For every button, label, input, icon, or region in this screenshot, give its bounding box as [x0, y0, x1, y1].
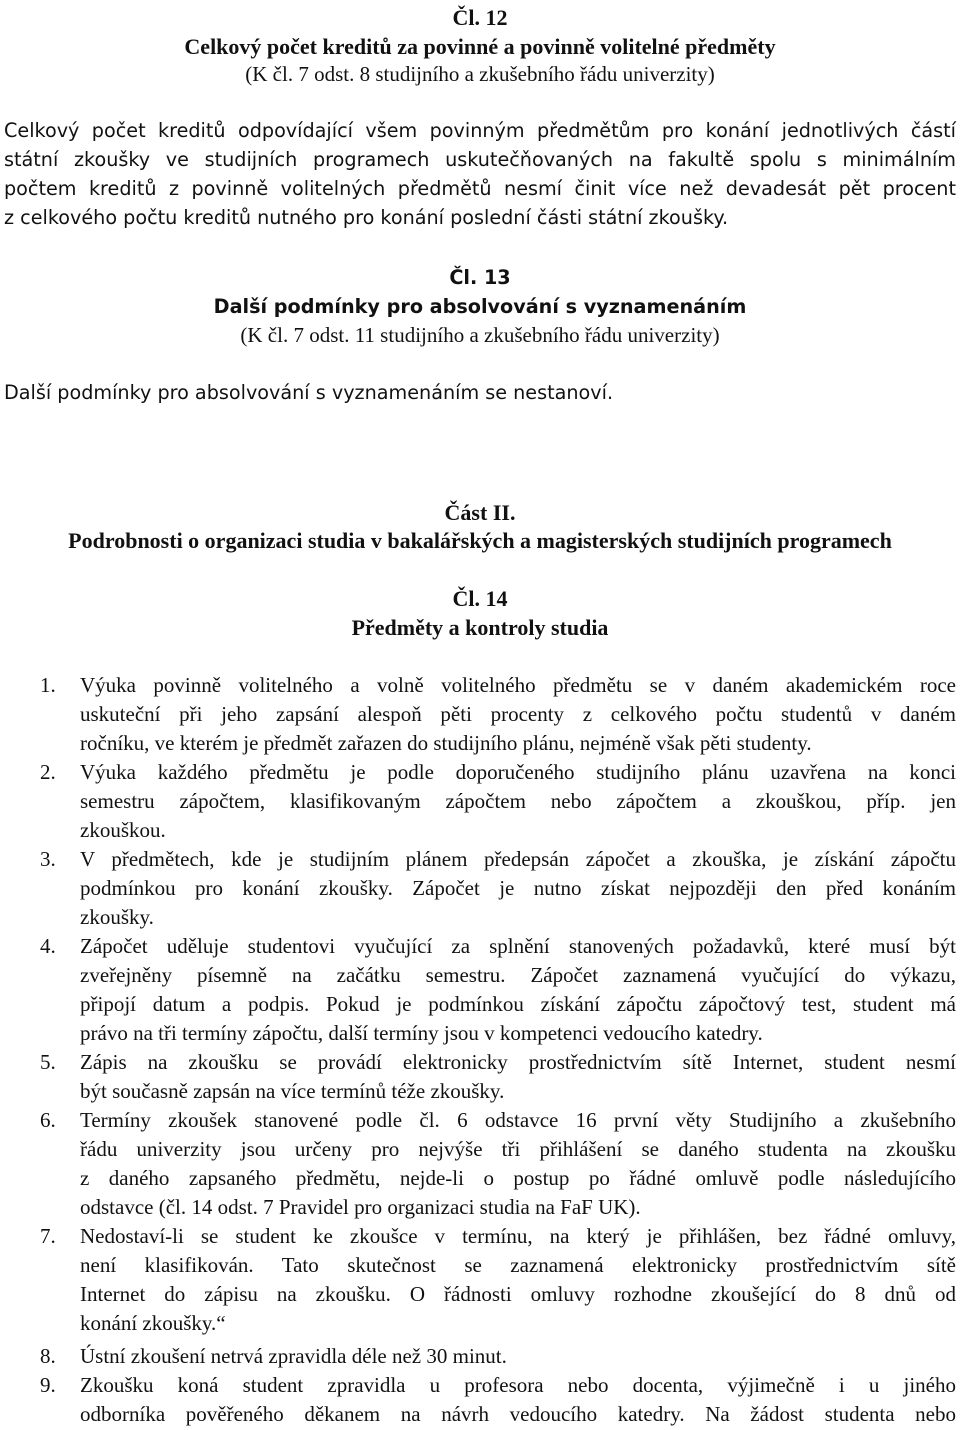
- list-item-line: Internet do zápisu na zkoušku. O řádnosti omluvy rozhodne zkoušející do 8 dnů od: [80, 1282, 956, 1306]
- article-13-body: Další podmínky pro absolvování s vyznamenáním se nestanoví.: [4, 381, 614, 404]
- list-item-line: z daného zapsaného předmětu, nejde-li o postup po řádné omluvě podle následujícího: [80, 1166, 956, 1190]
- list-item-line: uskuteční při jeho zapsání alespoň pěti procenty z celkového počtu studentů v daném: [80, 702, 956, 726]
- list-item-line: zveřejněny písemně na začátku semestru. Zápočet zaznamená vyučující do výkazu,: [80, 963, 956, 987]
- list-item-line: Ústní zkoušení netrvá zpravidla déle než 30 minut.: [80, 1344, 507, 1368]
- article-12-body-line: státní zkoušky ve studijních programech uskutečňovaných na fakultě spolu s minimálním: [4, 148, 956, 171]
- list-item-line: podmínkou pro konání zkoušky. Zápočet je nutno získat nejpozději den před konáním: [80, 876, 956, 900]
- list-item-line: Nedostaví-li se student ke zkoušce v termínu, na který je přihlášen, bez řádné omluvy,: [80, 1224, 956, 1248]
- list-item-number: 8.: [40, 1344, 56, 1368]
- list-item-number: 1.: [40, 673, 56, 697]
- list-item-number: 9.: [40, 1373, 56, 1397]
- list-item-line: není klasifikován. Tato skutečnost se zaznamená elektronicky prostřednictvím sítě: [80, 1253, 956, 1277]
- article-12-heading: Čl. 12: [452, 5, 508, 30]
- list-item-line: zkoušky.: [80, 905, 154, 929]
- article-13-title: Další podmínky pro absolvování s vyznamenáním: [213, 295, 747, 318]
- list-item-line: odstavce (čl. 14 odst. 7 Pravidel pro organizaci studia na FaF UK).: [80, 1195, 641, 1219]
- list-item-line: Zápis na zkoušku se provádí elektronicky prostřednictvím sítě Internet, student nesmí: [80, 1050, 956, 1074]
- part-2-title: Podrobnosti o organizaci studia v bakalářských a magisterských studijních programech: [68, 528, 892, 553]
- list-item-line: V předmětech, kde je studijním plánem předepsán zápočet a zkouška, je získání zápočtu: [80, 847, 956, 871]
- article-12-title: Celkový počet kreditů za povinné a povinně volitelné předměty: [184, 34, 776, 59]
- list-item-line: právo na tři termíny zápočtu, další termíny jsou v kompetenci vedoucího katedry.: [80, 1021, 763, 1045]
- list-item-line: Termíny zkoušek stanovené podle čl. 6 odstavce 16 první věty Studijního a zkušebního: [80, 1108, 956, 1132]
- list-item-number: 5.: [40, 1050, 56, 1074]
- list-item-line: odborníka pověřeného děkanem na návrh vedoucího katedry. Na žádost studenta nebo: [80, 1402, 956, 1426]
- list-item-number: 4.: [40, 934, 56, 958]
- list-item-line: zkouškou.: [80, 818, 166, 842]
- part-2-heading: Část II.: [444, 500, 516, 525]
- article-12-reference: (K čl. 7 odst. 8 studijního a zkušebního řádu univerzity): [245, 62, 715, 86]
- list-item-line: Zkoušku koná student zpravidla u profesora nebo docenta, výjimečně i u jiného: [80, 1373, 956, 1397]
- list-item-number: 2.: [40, 760, 56, 784]
- article-14-title: Předměty a kontroly studia: [351, 615, 609, 640]
- list-item-line: ročníku, ve kterém je předmět zařazen do studijního plánu, nejméně však pěti studenty.: [80, 731, 812, 755]
- article-12-body-line: Celkový počet kreditů odpovídající všem povinným předmětům pro konání jednotlivých částí: [4, 119, 956, 142]
- article-14-heading: Čl. 14: [452, 586, 508, 611]
- article-12-body-line: z celkového počtu kreditů nutného pro konání poslední části státní zkoušky.: [4, 206, 729, 229]
- list-item-line: Výuka povinně volitelného a volně volitelného předmětu se v daném akademickém roce: [80, 673, 956, 697]
- list-item-line: semestru zápočtem, klasifikovaným zápočtem nebo zápočtem a zkouškou, příp. jen: [80, 789, 956, 813]
- list-item-number: 7.: [40, 1224, 56, 1248]
- list-item-line: připojí datum a podpis. Pokud je podmínkou získání zápočtu zápočtový test, student má: [80, 992, 956, 1016]
- article-13-reference: (K čl. 7 odst. 11 studijního a zkušebního řádu univerzity): [240, 323, 720, 347]
- list-item-number: 6.: [40, 1108, 56, 1132]
- article-13-heading: Čl. 13: [449, 266, 511, 289]
- list-item-line: Výuka každého předmětu je podle doporučeného studijního plánu uzavřena na konci: [80, 760, 956, 784]
- list-item-line: Zápočet uděluje studentovi vyučující za splnění stanovených požadavků, které musí být: [80, 934, 956, 958]
- article-12-body-line: počtem kreditů z povinně volitelných předmětů nesmí činit více než devadesát pět procent: [4, 177, 956, 200]
- list-item-line: řádu univerzity jsou určeny pro nejvýše tři přihlášení se daného studenta na zkoušku: [80, 1137, 956, 1161]
- list-item-line: být současně zapsán na více termínů téže zkoušky.: [80, 1079, 505, 1103]
- list-item-number: 3.: [40, 847, 56, 871]
- list-item-line: konání zkoušky.“: [80, 1311, 226, 1335]
